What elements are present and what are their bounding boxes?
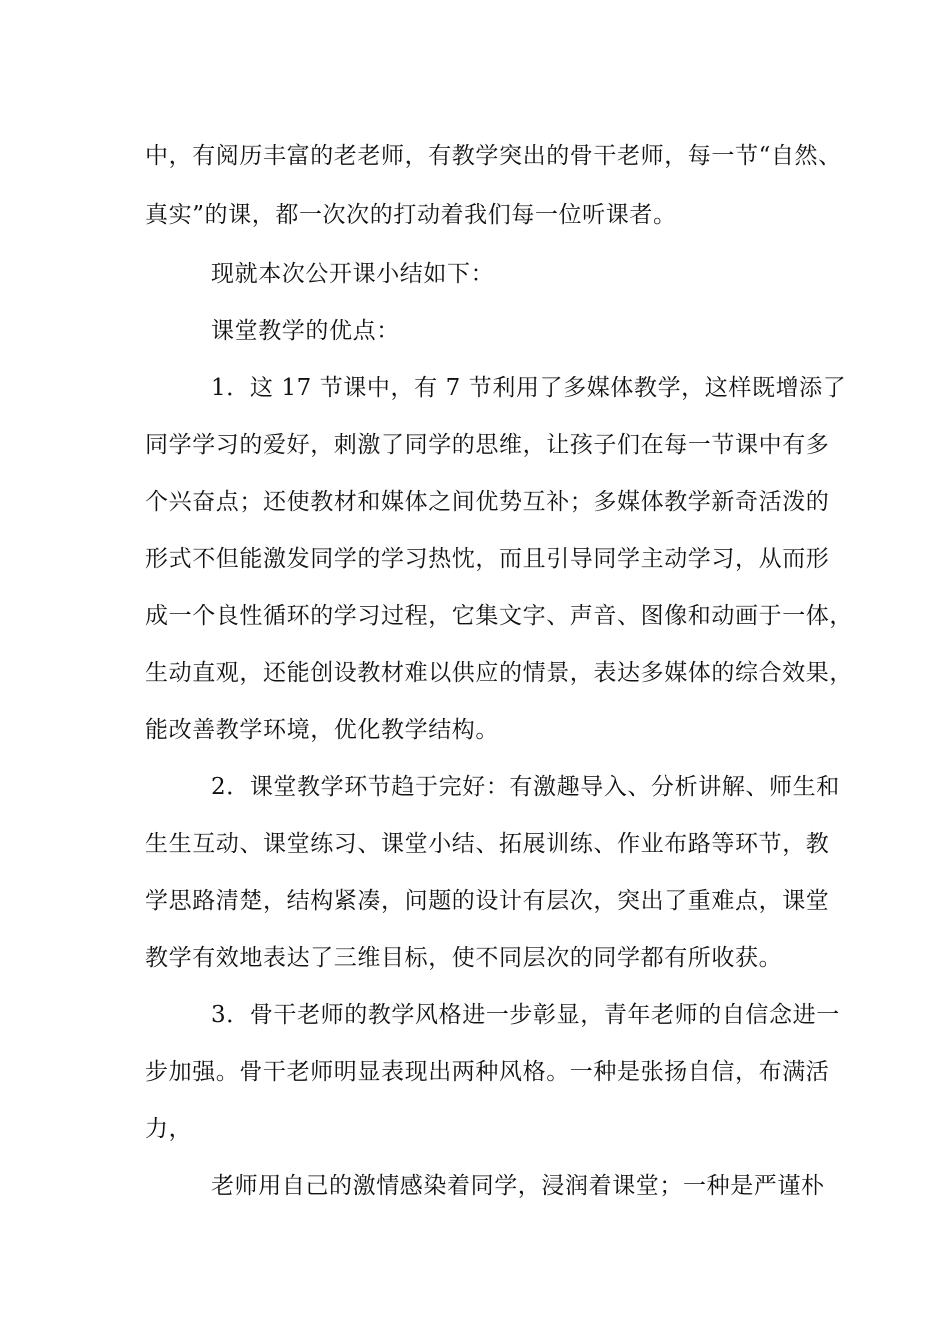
- text-line: 生生互动、课堂练习、课堂小结、拓展训练、作业布路等环节，教: [145, 831, 830, 857]
- text-line: 同学学习的爱好，刺激了同学的思维，让孩子们在每一节课中有多: [145, 432, 830, 458]
- text-line: 生动直观，还能创设教材难以供应的情景，表达多媒体的综合效果，: [145, 660, 853, 686]
- text-line: 课堂教学的优点：: [211, 318, 400, 344]
- text-line: 真实”的课，都一次次的打动着我们每一位听课者。: [145, 202, 677, 228]
- text-line: 中，有阅历丰富的老老师，有教学突出的骨干老师，每一节“自然、: [145, 143, 842, 169]
- text-line: 步加强。骨干老师明显表现出两种风格。一种是张扬自信，布满活: [145, 1059, 830, 1085]
- text-line: 老师用自己的激情感染着同学，浸润着课堂；一种是严谨朴: [211, 1173, 825, 1199]
- text-line: 力，: [145, 1116, 193, 1142]
- text-line: 学思路清楚，结构紧凑，问题的设计有层次，突出了重难点，课堂: [145, 888, 830, 914]
- text-line: 现就本次公开课小结如下：: [211, 261, 495, 287]
- text-line: 形式不但能激发同学的学习热忱，而且引导同学主动学习，从而形: [145, 546, 830, 572]
- text-line: 个兴奋点；还使教材和媒体之间优势互补；多媒体教学新奇活泼的: [145, 489, 830, 515]
- text-line: 2．课堂教学环节趋于完好：有激趣导入、分析讲解、师生和: [211, 774, 840, 800]
- text-line: 3．骨干老师的教学风格进一步彰显，青年老师的自信念进一: [211, 1002, 840, 1028]
- text-line: 成一个良性循环的学习过程，它集文字、声音、图像和动画于一体，: [145, 603, 853, 629]
- text-line: 教学有效地表达了三维目标，使不同层次的同学都有所收获。: [145, 945, 783, 971]
- text-line: 1．这 17 节课中，有 7 节利用了多媒体教学，这样既增添了: [211, 375, 847, 401]
- text-line: 能改善教学环境，优化教学结构。: [145, 717, 499, 743]
